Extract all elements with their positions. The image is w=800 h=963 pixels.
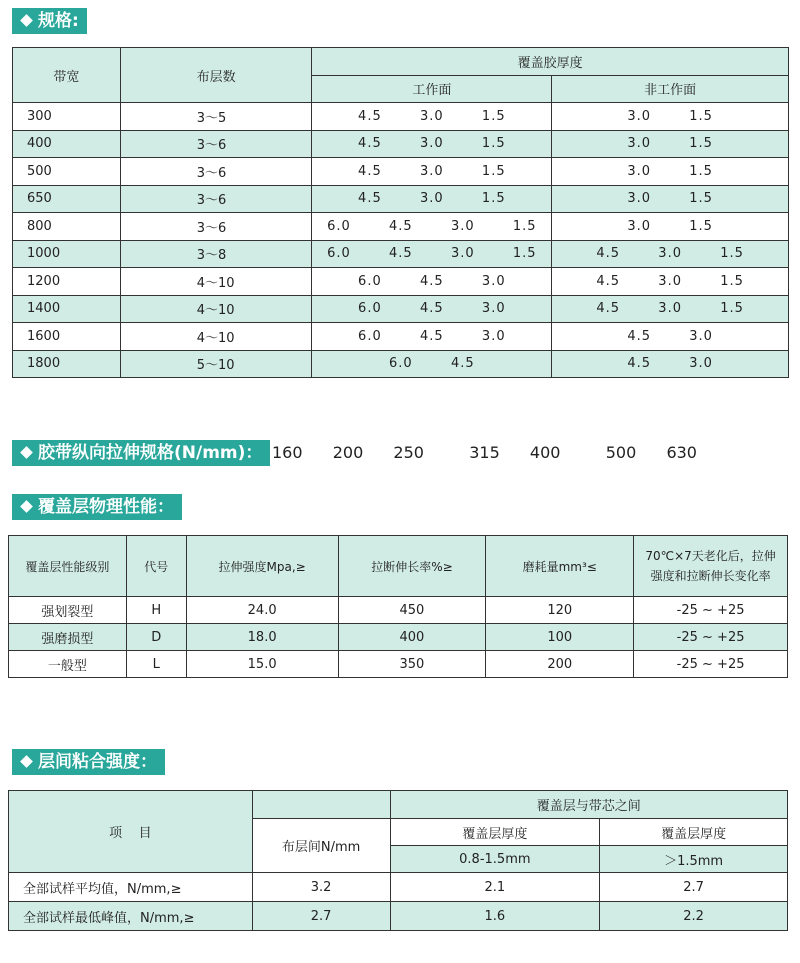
diamond-bullet-icon bbox=[20, 500, 33, 513]
adhesion-section-title: 层间粘合强度： bbox=[12, 749, 165, 775]
cell-abrasion: 100 bbox=[486, 624, 634, 651]
table-row bbox=[9, 651, 788, 678]
cell-plies: 4～10 bbox=[120, 323, 312, 351]
cell-elongation: 450 bbox=[338, 597, 486, 624]
cell-plies: 2.7 bbox=[252, 902, 390, 931]
cell-range-b: 2.2 bbox=[600, 902, 788, 931]
cell-working: 4.5 3.0 1.5 bbox=[312, 158, 552, 186]
cell-grade: 强磨损型 bbox=[9, 624, 127, 651]
cell-working: 6.0 4.5 3.0 bbox=[312, 323, 552, 351]
cell-range-b: 2.7 bbox=[600, 873, 788, 902]
cell-abrasion: 120 bbox=[486, 597, 634, 624]
cell-width: 1800 bbox=[13, 350, 121, 378]
header-working-face: 工作面 bbox=[312, 75, 552, 103]
header-cover-thickness: 覆盖胶厚度 bbox=[312, 48, 789, 76]
diamond-bullet-icon bbox=[20, 446, 33, 459]
physical-table bbox=[8, 535, 788, 678]
cell-working: 4.5 3.0 1.5 bbox=[312, 185, 552, 213]
header-aging: 70℃×7天老化后，拉伸 强度和拉断伸长变化率 bbox=[634, 536, 788, 597]
cell-grade: 强划裂型 bbox=[9, 597, 127, 624]
table-row bbox=[9, 624, 788, 651]
table-row bbox=[13, 158, 789, 186]
cell-nonworking: 4.5 3.0 1.5 bbox=[552, 240, 789, 268]
cell-nonworking: 3.0 1.5 bbox=[552, 213, 789, 241]
cell-elongation: 350 bbox=[338, 651, 486, 678]
header-strength: 拉伸强度Mpa,≥ bbox=[186, 536, 338, 597]
cell-plies: 3～5 bbox=[120, 103, 312, 131]
tensile-section-title: 胶带纵向拉伸规格(N/mm)： bbox=[12, 440, 270, 466]
table-row bbox=[13, 295, 789, 323]
diamond-bullet-icon bbox=[20, 14, 33, 27]
table-row bbox=[9, 873, 788, 902]
cell-elongation: 400 bbox=[338, 624, 486, 651]
header-abrasion: 磨耗量mm³≤ bbox=[486, 536, 634, 597]
cell-aging: -25 ~ +25 bbox=[634, 651, 788, 678]
cell-aging: -25 ~ +25 bbox=[634, 597, 788, 624]
cell-item: 全部试样平均值，N/mm,≥ bbox=[9, 873, 253, 902]
header-plies: 布层数 bbox=[120, 48, 312, 103]
table-row bbox=[13, 103, 789, 131]
physical-section-title: 覆盖层物理性能： bbox=[12, 494, 182, 520]
cell-nonworking: 3.0 1.5 bbox=[552, 130, 789, 158]
cell-nonworking: 3.0 1.5 bbox=[552, 158, 789, 186]
cell-plies: 3～6 bbox=[120, 130, 312, 158]
header-range-a: 0.8-1.5mm bbox=[390, 846, 600, 873]
table-row bbox=[13, 323, 789, 351]
cell-nonworking: 4.5 3.0 bbox=[552, 350, 789, 378]
cell-plies: 3～6 bbox=[120, 158, 312, 186]
cell-nonworking: 4.5 3.0 1.5 bbox=[552, 295, 789, 323]
cell-plies: 3～6 bbox=[120, 213, 312, 241]
header-item: 项 目 bbox=[9, 791, 253, 873]
tensile-values: 160 200 250 315 400 500 630 bbox=[272, 443, 697, 462]
cell-width: 500 bbox=[13, 158, 121, 186]
diamond-bullet-icon bbox=[20, 755, 33, 768]
cell-working: 6.0 4.5 3.0 bbox=[312, 268, 552, 296]
cell-working: 4.5 3.0 1.5 bbox=[312, 103, 552, 131]
spec-section-title: 规格: bbox=[12, 8, 87, 34]
cell-plies: 3.2 bbox=[252, 873, 390, 902]
cell-working: 6.0 4.5 3.0 1.5 bbox=[312, 213, 552, 241]
cell-abrasion: 200 bbox=[486, 651, 634, 678]
header-width: 带宽 bbox=[13, 48, 121, 103]
cell-strength: 18.0 bbox=[186, 624, 338, 651]
cell-plies: 3～8 bbox=[120, 240, 312, 268]
header-between-cover-core: 覆盖层与带芯之间 bbox=[390, 791, 788, 819]
cell-code: H bbox=[126, 597, 186, 624]
cell-working: 6.0 4.5 bbox=[312, 350, 552, 378]
cell-width: 400 bbox=[13, 130, 121, 158]
cell-working: 6.0 4.5 3.0 bbox=[312, 295, 552, 323]
cell-plies: 3～6 bbox=[120, 185, 312, 213]
header-code: 代号 bbox=[126, 536, 186, 597]
header-range-b: ＞1.5mm bbox=[600, 846, 788, 873]
cell-working: 4.5 3.0 1.5 bbox=[312, 130, 552, 158]
cell-item: 全部试样最低峰值，N/mm,≥ bbox=[9, 902, 253, 931]
header-elongation: 拉断伸长率%≥ bbox=[338, 536, 486, 597]
cell-strength: 24.0 bbox=[186, 597, 338, 624]
header-cover-thickness-a: 覆盖层厚度 bbox=[390, 819, 600, 846]
adhesion-table bbox=[8, 790, 788, 931]
cell-plies: 4～10 bbox=[120, 268, 312, 296]
cell-width: 650 bbox=[13, 185, 121, 213]
cell-range-a: 2.1 bbox=[390, 873, 600, 902]
header-cover-thickness-b: 覆盖层厚度 bbox=[600, 819, 788, 846]
header-grade: 覆盖层性能级别 bbox=[9, 536, 127, 597]
cell-strength: 15.0 bbox=[186, 651, 338, 678]
table-row bbox=[13, 185, 789, 213]
table-row bbox=[9, 902, 788, 931]
cell-plies: 4～10 bbox=[120, 295, 312, 323]
table-row bbox=[13, 240, 789, 268]
cell-nonworking: 4.5 3.0 1.5 bbox=[552, 268, 789, 296]
header-between-plies: 布层间N/mm bbox=[252, 819, 390, 873]
cell-width: 300 bbox=[13, 103, 121, 131]
cell-width: 1600 bbox=[13, 323, 121, 351]
table-row bbox=[13, 268, 789, 296]
cell-grade: 一般型 bbox=[9, 651, 127, 678]
cell-width: 1400 bbox=[13, 295, 121, 323]
cell-plies: 5～10 bbox=[120, 350, 312, 378]
header-blank bbox=[252, 791, 390, 819]
cell-width: 1000 bbox=[13, 240, 121, 268]
spec-table bbox=[12, 47, 789, 378]
cell-working: 6.0 4.5 3.0 1.5 bbox=[312, 240, 552, 268]
header-nonworking-face: 非工作面 bbox=[552, 75, 789, 103]
table-row bbox=[13, 213, 789, 241]
cell-nonworking: 3.0 1.5 bbox=[552, 103, 789, 131]
table-row bbox=[13, 130, 789, 158]
table-row bbox=[13, 350, 789, 378]
cell-width: 800 bbox=[13, 213, 121, 241]
table-row bbox=[9, 597, 788, 624]
cell-nonworking: 4.5 3.0 bbox=[552, 323, 789, 351]
cell-nonworking: 3.0 1.5 bbox=[552, 185, 789, 213]
cell-code: L bbox=[126, 651, 186, 678]
cell-aging: -25 ~ +25 bbox=[634, 624, 788, 651]
cell-range-a: 1.6 bbox=[390, 902, 600, 931]
cell-width: 1200 bbox=[13, 268, 121, 296]
cell-code: D bbox=[126, 624, 186, 651]
